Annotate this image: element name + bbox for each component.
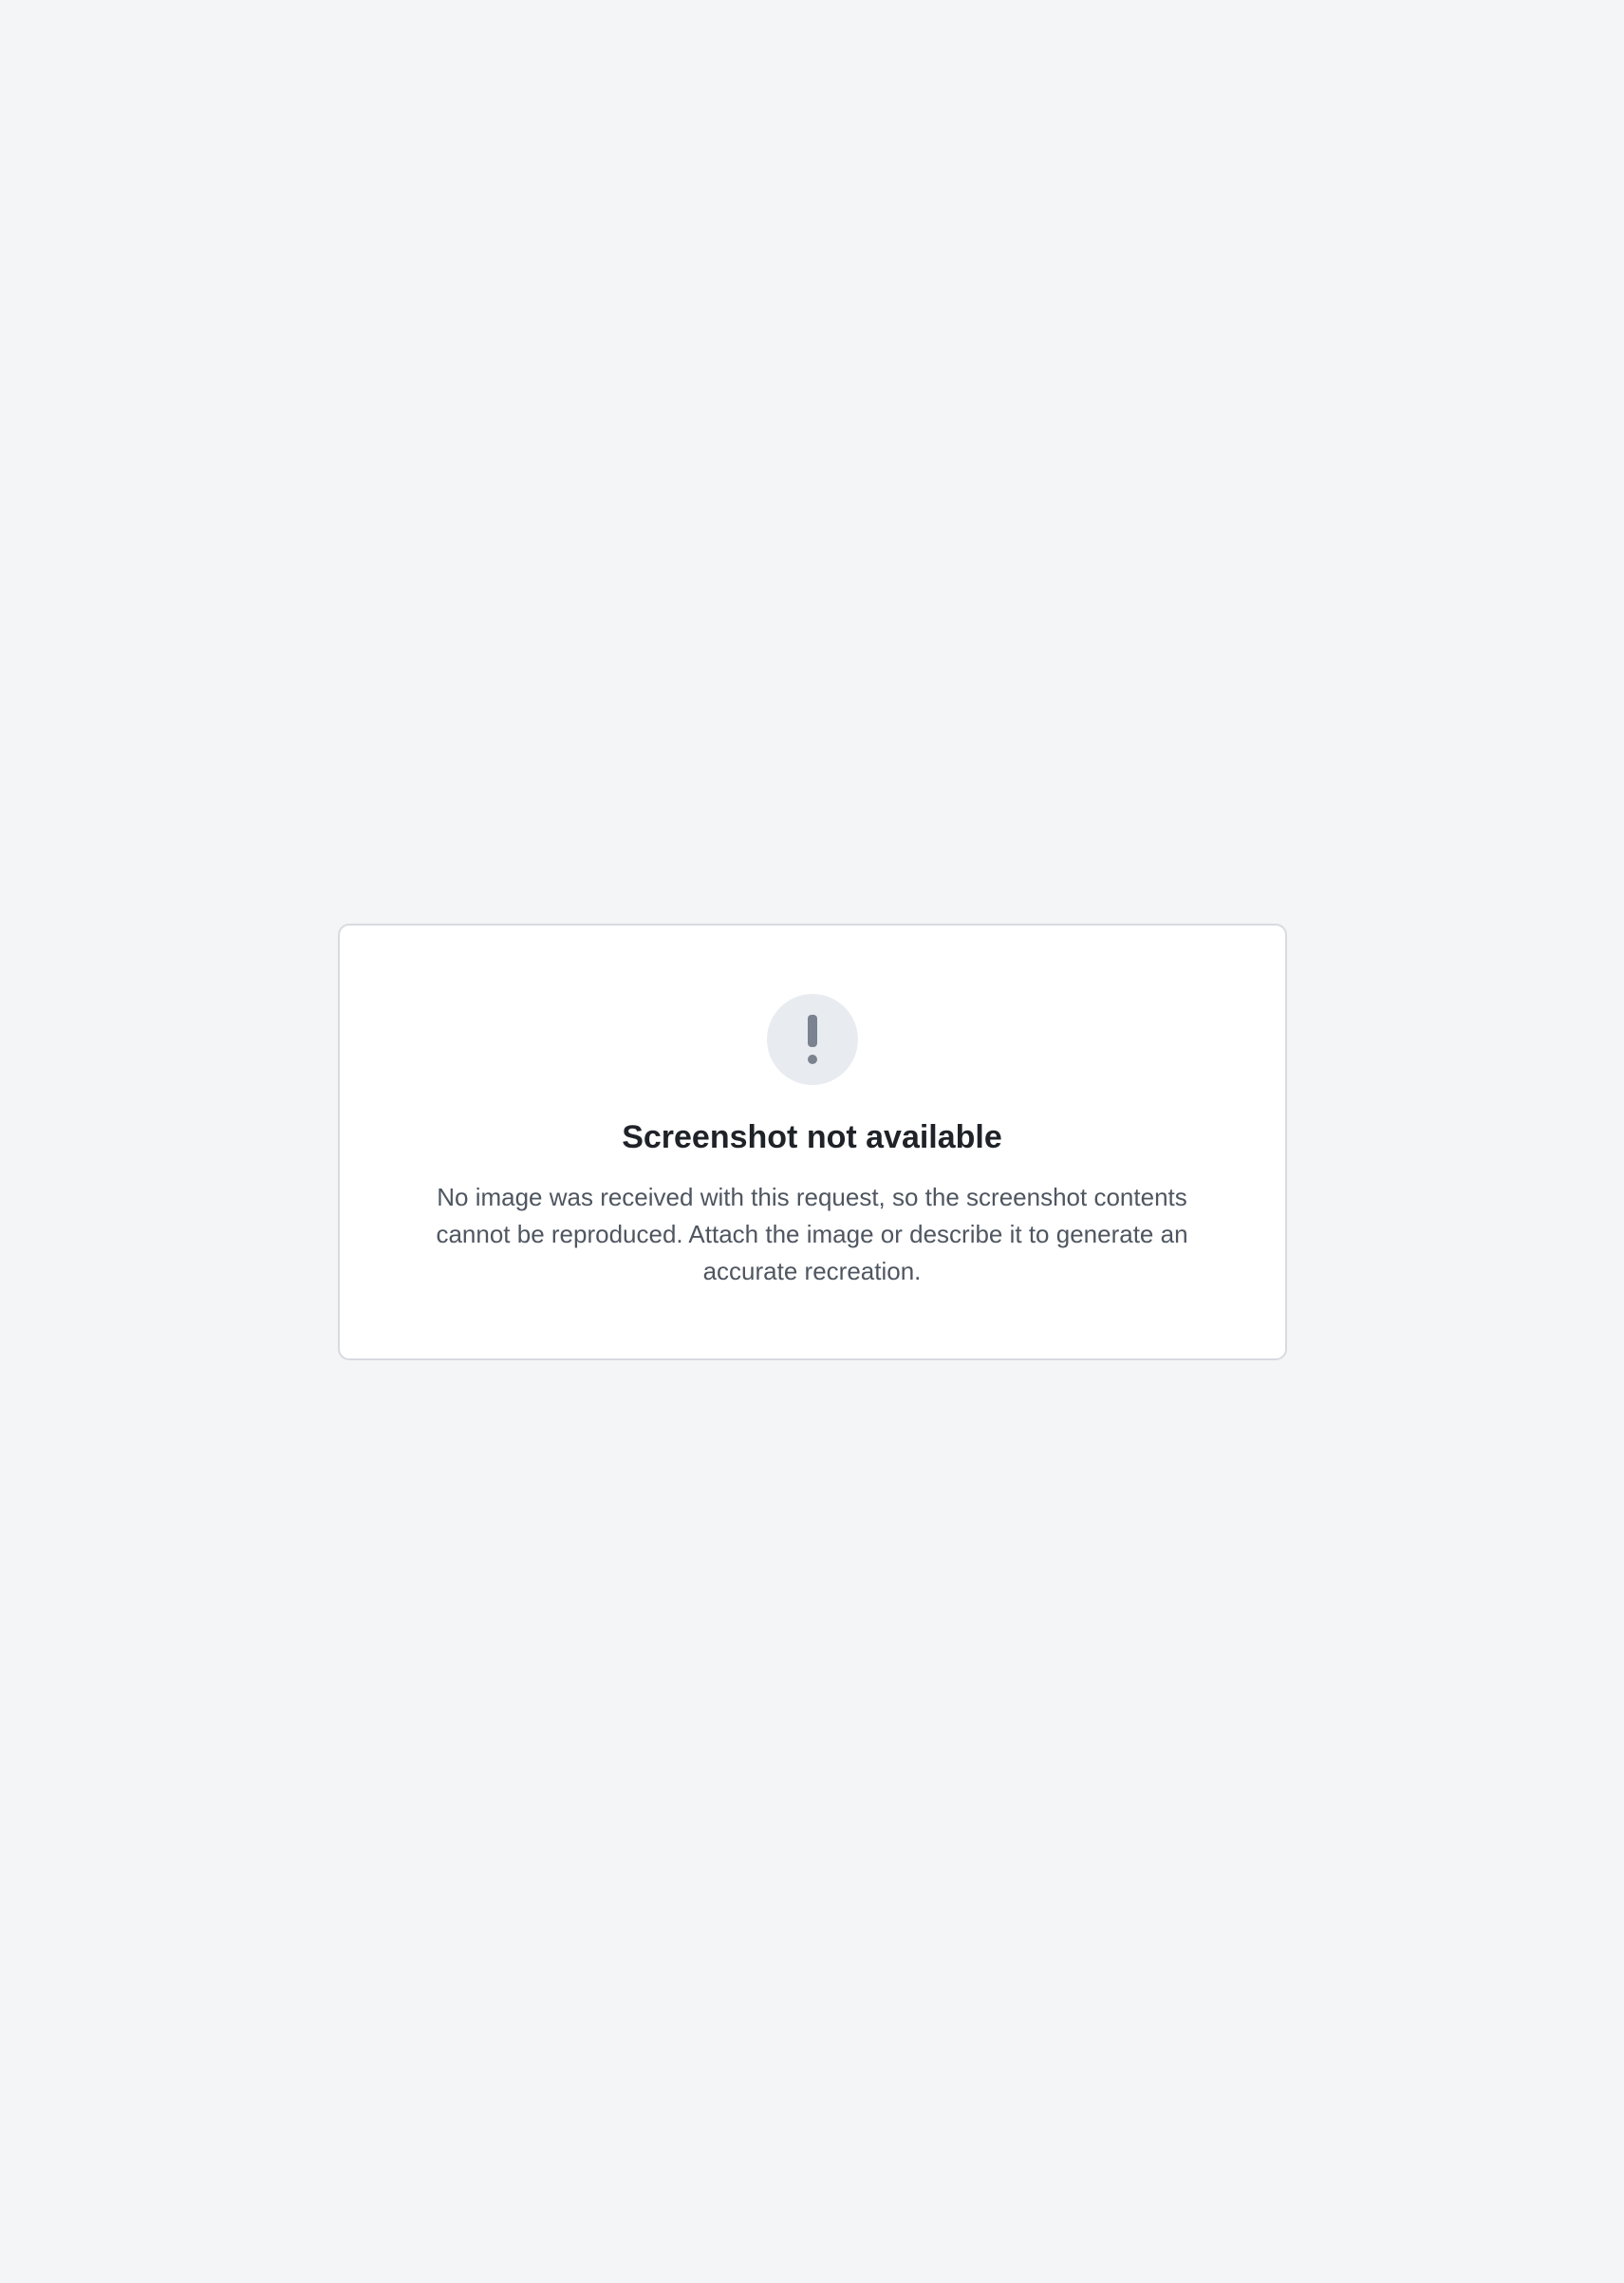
notice-message: No image was received with this request, so the screenshot contents cannot be reproduced. Attach the image or describe it to generate an accurate recreation.	[436, 1182, 1188, 1285]
info-icon	[767, 994, 858, 1085]
notice-title: Screenshot not available	[622, 1118, 1002, 1155]
notice-card	[338, 924, 1287, 1360]
